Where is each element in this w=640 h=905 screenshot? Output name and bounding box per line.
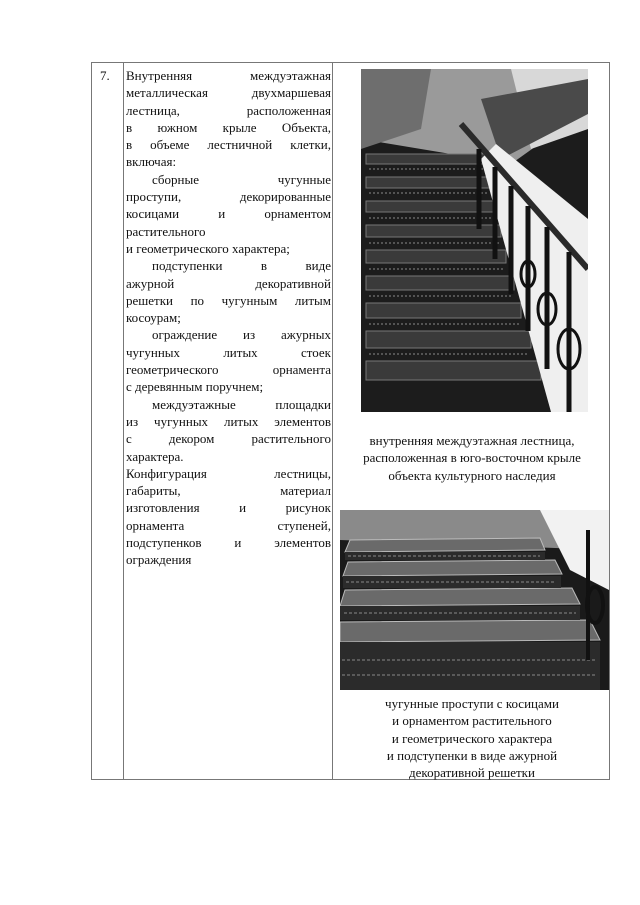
desc-line: подступенков и элементов: [126, 535, 331, 551]
desc-line: косоурам;: [126, 310, 181, 326]
caption-line: внутренняя междуэтажная лестница,: [369, 433, 575, 448]
desc-line: подступенки в виде: [152, 258, 331, 274]
treads-photo-caption: [336, 695, 608, 781]
desc-line: из чугунных литых элементов: [126, 413, 331, 429]
caption-line: расположенная в юго-восточном крыле: [363, 450, 581, 466]
desc-line: габариты, материал: [126, 483, 331, 499]
desc-line: изготовления и рисунок: [126, 500, 331, 516]
desc-line: ажурной декоративной: [126, 275, 331, 291]
desc-line: лестница, расположенная: [126, 102, 331, 118]
desc-line: чугунных литых стоек: [126, 344, 331, 360]
desc-line: ограждение из ажурных: [152, 327, 331, 343]
desc-line: растительного: [126, 223, 206, 239]
desc-line: проступи, декорированные: [126, 189, 331, 205]
caption-line: и геометрического характера: [391, 730, 553, 746]
column-divider-1: [123, 63, 124, 779]
heritage-table: [91, 62, 610, 780]
desc-line: в южном крыле Объекта,: [126, 119, 331, 135]
caption-line: декоративной решетки: [409, 765, 535, 781]
desc-line: металлическая двухмаршевая: [126, 85, 331, 101]
desc-line: Конфигурация лестницы,: [126, 465, 331, 481]
caption-line: и подступенки в виде ажурной: [386, 747, 558, 763]
desc-line: характера.: [126, 448, 184, 464]
desc-line: междуэтажные площадки: [152, 396, 331, 412]
desc-line: включая:: [126, 154, 177, 170]
row-description: [126, 67, 331, 569]
desc-line: с декором растительного: [126, 431, 331, 447]
caption-line: объекта культурного наследия: [388, 467, 556, 483]
staircase-photo: [361, 69, 588, 412]
desc-line: решетки по чугунным литым: [126, 292, 331, 308]
desc-line: с деревянным поручнем;: [126, 379, 264, 395]
desc-line: и геометрического характера;: [126, 240, 290, 256]
desc-line: Внутренняя междуэтажная: [126, 68, 331, 83]
desc-line: сборные чугунные: [152, 171, 331, 187]
row-number: 7.: [100, 68, 110, 83]
caption-line: и орнаментом растительного: [392, 713, 552, 729]
desc-line: косицами и орнаментом: [126, 206, 331, 222]
desc-line: геометрического орнамента: [126, 362, 331, 378]
staircase-photo-caption: [336, 432, 608, 484]
desc-line: в объеме лестничной клетки,: [126, 137, 331, 153]
treads-photo: [340, 510, 609, 690]
caption-line: чугунные проступи с косицами: [385, 696, 559, 711]
desc-line: ограждения: [126, 552, 192, 568]
desc-line: орнамента ступеней,: [126, 517, 331, 533]
column-divider-2: [332, 63, 333, 779]
